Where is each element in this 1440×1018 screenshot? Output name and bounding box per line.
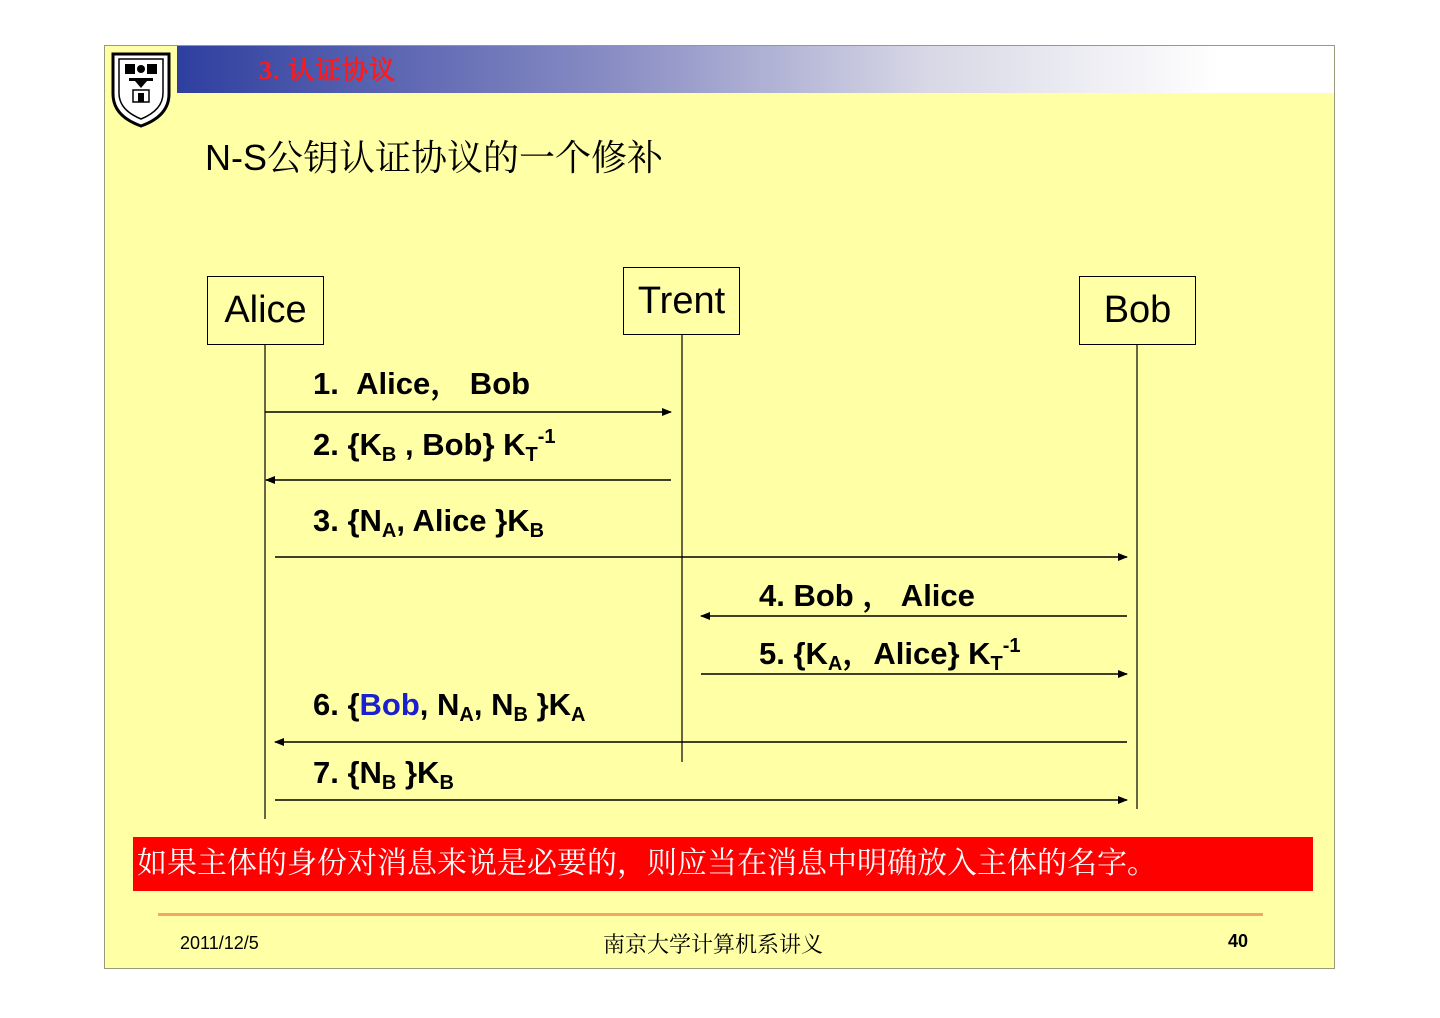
- note-banner: 如果主体的身份对消息来说是必要的，则应当在消息中明确放入主体的名字。: [133, 837, 1313, 891]
- page-title: N-S公钥认证协议的一个修补: [205, 137, 663, 178]
- slide: [104, 45, 1335, 969]
- section-title: 3. 认证协议: [259, 56, 397, 85]
- message-3: 3. {$N_A$, Alice }$K_B$: [313, 503, 545, 542]
- participant-bob: Bob: [1079, 276, 1196, 345]
- footer-date: 2011/12/5: [180, 933, 259, 953]
- message-4: 4. Bob ， Alice: [759, 578, 975, 613]
- participant-trent: Trent: [623, 267, 740, 335]
- footer-divider: [158, 913, 1263, 916]
- footer-course-title: 南京大学计算机系讲义: [603, 932, 824, 957]
- message-7: 7. {$N_B$ }$K_B$: [313, 755, 454, 794]
- message-6: 6. {Bob, $N_A$, $N_B$ }$K_A$: [313, 687, 586, 726]
- message-1: 1. Alice， Bob: [313, 366, 531, 401]
- message-2: 2. {$K_B$ , Bob} $K_T^{-1}$: [313, 426, 556, 466]
- participant-alice: Alice: [207, 276, 324, 345]
- message-5: 5. {$K_A$，Alice} $K_T^{-1}$: [759, 635, 1021, 675]
- sequence-diagram-lines: [105, 46, 1335, 846]
- page-number: 40: [1228, 931, 1249, 951]
